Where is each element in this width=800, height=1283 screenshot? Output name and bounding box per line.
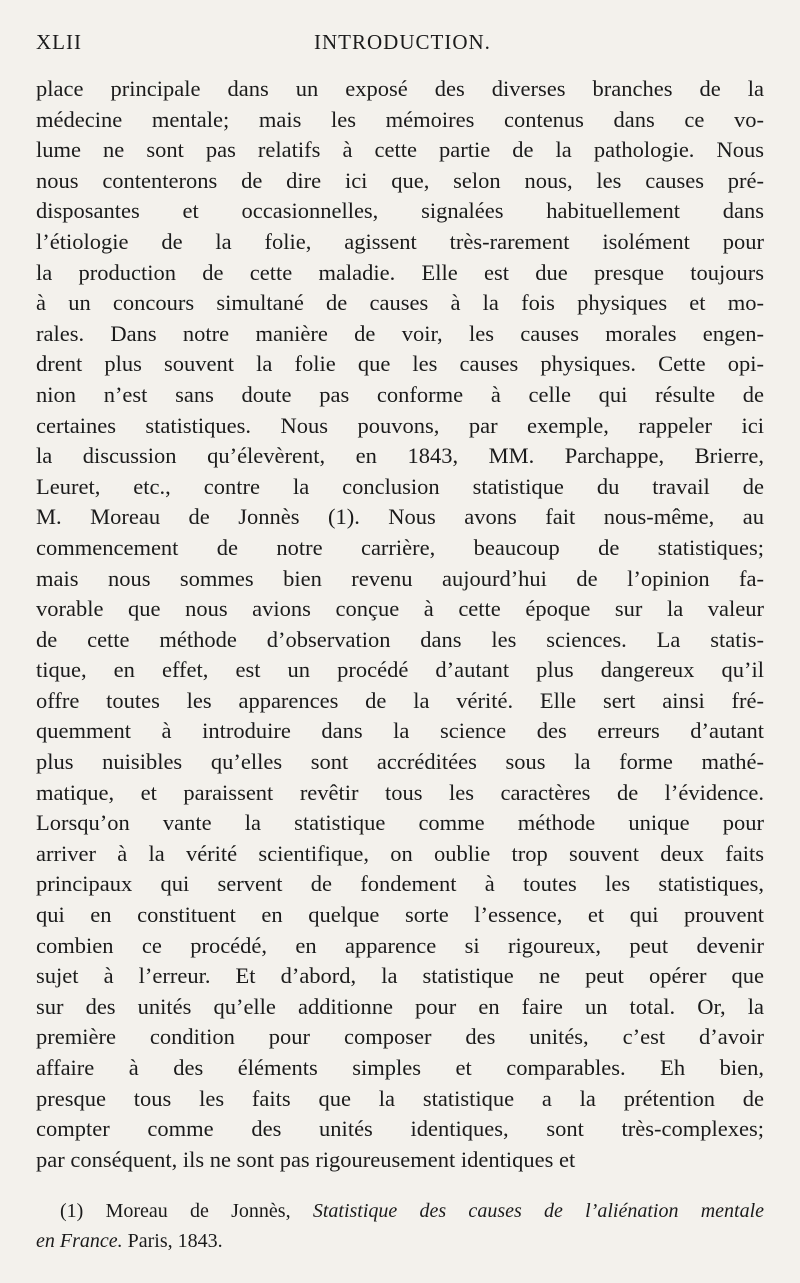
text-line: médecine mentale; mais les mémoires contenus dans ce vo- <box>36 106 764 132</box>
text-line: de cette méthode d’observation dans les sciences. La statis- <box>36 626 764 652</box>
text-line: tique, en effet, est un procédé d’autant plus dangereux qu’il <box>36 657 764 683</box>
text-line: Lorsqu’on vante la statistique comme méthode unique pour <box>36 810 764 836</box>
text-line: principaux qui servent de fondement à toutes les statistiques, <box>36 871 764 897</box>
text-line: nion n’est sans doute pas conforme à celle qui résulte de <box>36 381 764 407</box>
body-text <box>36 74 764 1175</box>
text-line: rales. Dans notre manière de voir, les causes morales engen- <box>36 320 764 346</box>
text-line: sujet à l’erreur. Et d’abord, la statistique ne peut opérer que <box>36 963 764 989</box>
text-line: par conséquent, ils ne sont pas rigoureusement identiques et <box>36 1146 576 1172</box>
text-line: sur des unités qu’elle additionne pour en faire un total. Or, la <box>36 993 764 1019</box>
text-line: la discussion qu’élevèrent, en 1843, MM. Parchappe, Brierre, <box>36 443 764 469</box>
text-line: offre toutes les apparences de la vérité. Elle sert ainsi fré- <box>36 687 764 713</box>
text-line: qui en constituent en quelque sorte l’essence, et qui prouvent <box>36 902 764 928</box>
text-line: vorable que nous avions conçue à cette époque sur la valeur <box>36 596 764 622</box>
footnote-line <box>36 1226 764 1256</box>
text-line: la production de cette maladie. Elle est due presque toujours <box>36 259 764 285</box>
footnote-line <box>36 1196 764 1226</box>
text-line: arriver à la vérité scientifique, on oublie trop souvent deux faits <box>36 840 764 866</box>
text-line: compter comme des unités identiques, sont très-complexes; <box>36 1116 764 1142</box>
text-line: affaire à des éléments simples et comparables. Eh bien, <box>36 1055 764 1080</box>
footnote-work-title: Statistique des causes de l’aliénation mentale <box>312 1200 764 1222</box>
text-line: nous contenterons de dire ici que, selon nous, les causes pré- <box>36 167 764 193</box>
text-line: matique, et paraissent revêtir tous les caractères de l’évidence. <box>36 779 764 805</box>
running-header <box>36 30 764 60</box>
footnote-author: Moreau de Jonnès, <box>105 1200 291 1222</box>
footnote-marker: (1) <box>60 1200 84 1222</box>
page-number: XLII <box>36 30 82 54</box>
text-line: drent plus souvent la folie que les causes physiques. Cette opi- <box>36 351 764 377</box>
text-line: première condition pour composer des unités, c’est d’avoir <box>36 1024 764 1050</box>
text-line: combien ce procédé, en apparence si rigoureux, peut devenir <box>36 932 764 958</box>
running-title: INTRODUCTION. <box>314 30 491 54</box>
text-line: certaines statistiques. Nous pouvons, par exemple, rappeler ici <box>36 412 764 438</box>
text-line: Leuret, etc., contre la conclusion statistique du travail de <box>36 473 764 499</box>
text-line: plus nuisibles qu’elles sont accréditées sous la forme mathé- <box>36 749 764 775</box>
text-line: l’étiologie de la folie, agissent très-rarement isolément pour <box>36 228 764 254</box>
text-line: disposantes et occasionnelles, signalées habituellement dans <box>36 198 764 224</box>
text-line: quemment à introduire dans la science des erreurs d’autant <box>36 718 764 744</box>
footnote-imprint: Paris, 1843. <box>127 1230 223 1252</box>
text-line: lume ne sont pas relatifs à cette partie de la pathologie. Nous <box>36 137 764 163</box>
text-line: commencement de notre carrière, beaucoup de statistiques; <box>36 534 764 560</box>
text-line: à un concours simultané de causes à la fois physiques et mo- <box>36 290 764 316</box>
footnote-work-title-continued: en France. <box>36 1230 123 1252</box>
text-line: mais nous sommes bien revenu aujourd’hui de l’opinion fa- <box>36 565 764 591</box>
text-line: presque tous les faits que la statistique a la prétention de <box>36 1085 764 1111</box>
footnote <box>36 1196 764 1256</box>
text-line: M. Moreau de Jonnès (1). Nous avons fait nous-même, au <box>36 504 764 530</box>
text-line: place principale dans un exposé des diverses branches de la <box>36 76 764 101</box>
